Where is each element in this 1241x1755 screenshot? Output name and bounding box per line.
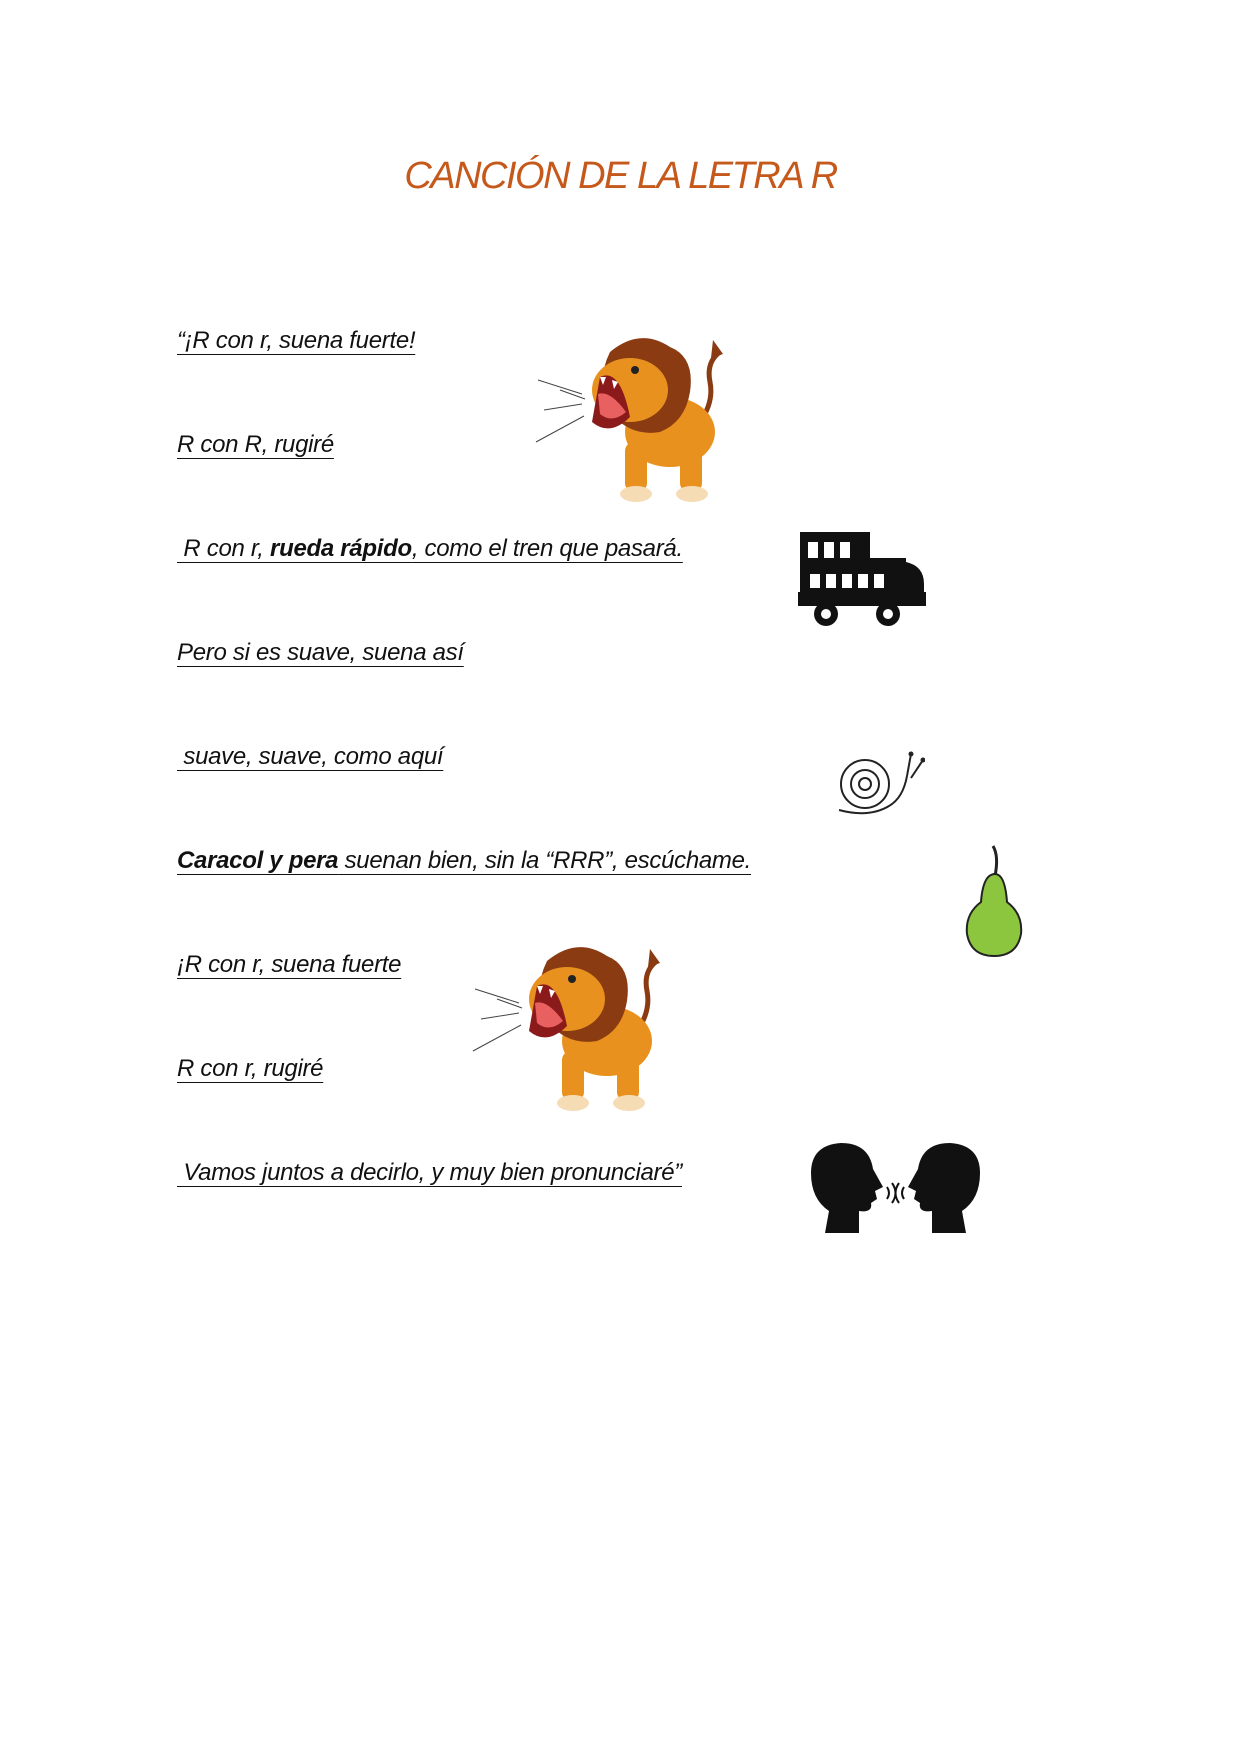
- page-title: CANCIÓN DE LA LETRA R: [404, 155, 837, 197]
- lion-icon: [467, 941, 682, 1116]
- lyric-line-8: R con r, rugiré: [177, 1055, 324, 1082]
- lion-icon: [530, 332, 745, 507]
- lyric-line-2: R con R, rugiré: [177, 431, 334, 458]
- train-icon: [798, 530, 928, 630]
- lyric-line-7: ¡R con r, suena fuerte: [177, 951, 402, 978]
- pear-icon: [963, 842, 1025, 957]
- bold-phrase: Caracol y pera: [177, 847, 339, 874]
- lyric-line-1: “¡R con r, suena fuerte!: [177, 327, 416, 354]
- bold-phrase: rueda rápido: [270, 535, 412, 562]
- lyric-line-3: R con r, rueda rápido, como el tren que pasará.: [177, 535, 683, 562]
- lyric-line-6: Caracol y pera suenan bien, sin la “RRR”, escúchame.: [177, 847, 752, 874]
- talking-heads-icon: [803, 1143, 988, 1238]
- lyric-line-5: suave, suave, como aquí: [177, 743, 444, 770]
- snail-icon: [835, 748, 925, 818]
- lyric-line-4: Pero si es suave, suena así: [177, 639, 464, 666]
- lyric-line-9: Vamos juntos a decirlo, y muy bien pronunciaré”: [177, 1159, 682, 1186]
